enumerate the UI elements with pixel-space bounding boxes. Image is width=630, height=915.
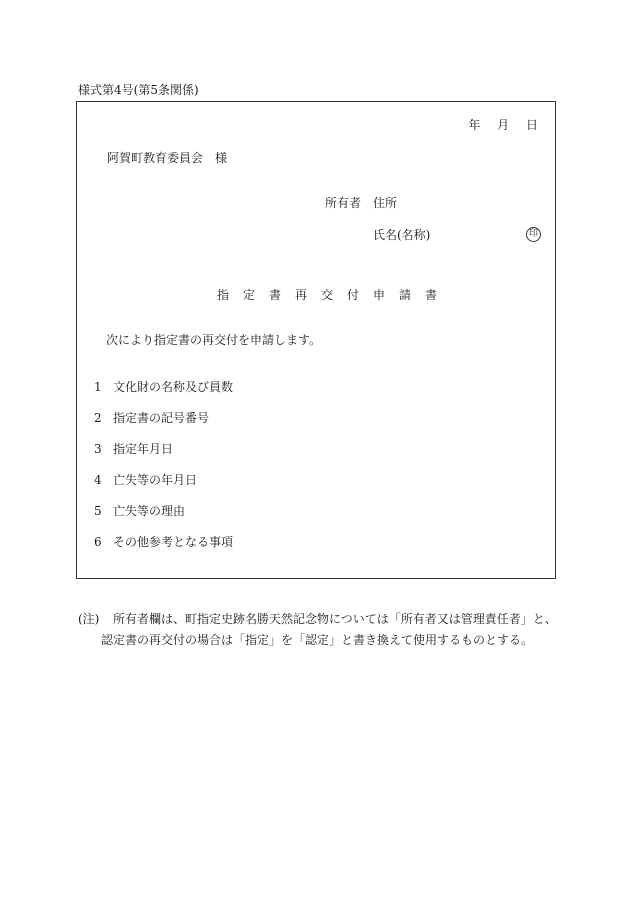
intro-text: 次により指定書の再交付を申請します。	[106, 333, 322, 347]
list-item	[94, 411, 209, 425]
item-number: 1	[94, 380, 102, 394]
item-number: 3	[94, 442, 102, 456]
item-number: 4	[94, 473, 102, 487]
form-number-label: 様式第4号(第5条関係)	[78, 83, 199, 97]
item-label: 亡失等の理由	[113, 504, 186, 518]
note-label: (注)	[78, 612, 100, 626]
item-label: 指定年月日	[113, 442, 174, 456]
list-item	[94, 442, 173, 456]
list-item	[94, 535, 233, 549]
item-label: 亡失等の年月日	[113, 473, 198, 487]
item-label: 文化財の名称及び員数	[113, 380, 234, 394]
item-label: 指定書の記号番号	[113, 411, 210, 425]
item-label: その他参考となる事項	[113, 535, 234, 549]
note-text-line-2: 認定書の再交付の場合は「指定」を「認定」と書き換えて使用するものとする。	[101, 633, 534, 647]
seal-mark-icon: 印	[526, 227, 541, 242]
item-number: 5	[94, 504, 102, 518]
list-item	[94, 473, 197, 487]
document-title: 指定書再交付申請書	[217, 288, 452, 302]
note-text-line-1: 所有者欄は、町指定史跡名勝天然記念物については「所有者又は管理責任者」と、	[113, 612, 557, 626]
list-item	[94, 380, 233, 394]
addressee: 阿賀町教育委員会 様	[107, 151, 228, 165]
owner-name-label: 氏名(名称)	[373, 228, 431, 242]
list-item	[94, 504, 185, 518]
date-line: 年 月 日	[468, 118, 538, 132]
owner-address-label: 所有者 住所	[325, 196, 398, 210]
item-number: 2	[94, 411, 102, 425]
item-number: 6	[94, 535, 102, 549]
